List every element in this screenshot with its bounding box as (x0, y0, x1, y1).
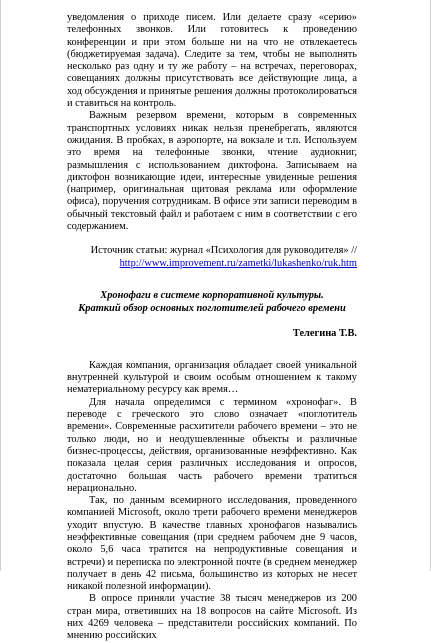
paragraph-survey: В опросе приняли участие 38 тысяч менеджеров из 200 стран мира, ответивших на 18 вопросов на сайте Microsoft. Из них 4269 человека – представители российских компаний. По мнению российских (67, 593, 357, 642)
article-source (67, 245, 357, 270)
paragraph-intro: Каждая компания, организация обладает своей уникальной внутренней культурой и своим особым отношением к такому нематериальному ресурсу как время… (67, 359, 357, 396)
paragraph-continued: уведомления о приходе писем. Или делаете сразу «серию» телефонных звонков. Или готовитесь к проведению конференции и при этом больше ни на что не отвлекаетесь (бюджетируемая задача). Следите за тем, чтобы не выполнять несколько раз одну и ту же работу – на встречах, переговорах, совещаниях должны присутствовать все действующие лица, а ход обсуждения и принятые решения должны протоколироваться и ставиться на контроль. (67, 12, 357, 110)
paragraph-chronophage-definition: Для начала определимся с термином «хронофаг». В переводе с греческого это слово означает «поглотитель времени». Современные расхитители рабочего времени – это не только люди, но и неодушевленные объекты и различные бизнес-процессы, действия, организованные неэффективно. Как показала целая серия различных исследования и опросов, достаточно большая часть рабочего времени тратиться нерационально. (67, 396, 357, 494)
article-author: Телегина Т.В. (292, 327, 357, 339)
paragraph-microsoft-study: Так, по данным всемирного исследования, проведенного компанией Microsoft, около трети рабочего времени менеджеров уходит впустую. В качестве главных хронофагов назывались неэффективные совещания (при среднем рабочем дне 9 часов, около 5,6 часа тратится на непродуктивные совещания и встречи) и переписка по электронной почте (в среднем менеджер получает в день 42 письма, большинство из которых не несет никакой полезной информации). (67, 495, 357, 593)
spacer (67, 340, 357, 360)
source-text: Источник статьи: журнал «Психология для руководителя» // (90, 245, 357, 257)
paragraph-waiting-time: Важным резервом времени, которым в современных транспортных условиях никак нельзя пренебрегать, являются ожидания. В пробках, в аэропорте, на вокзале и т.п. Используем это время на телефонные звонки, чтение аудиокниг, размышления с использованием диктофона. Записываем на диктофон возникающие идеи, интересные увиденные решения (например, оригинальная щитовая реклама или оформление офиса), поручения сотрудникам. В офисе эти записи переводим в обычный текстовый файл и работаем с ним в соответствии с его содержанием. (67, 110, 357, 233)
article-title-line-1: Хронофаги в системе корпоративной культуры. (100, 289, 324, 301)
page-content (67, 12, 357, 643)
article-title (67, 290, 357, 316)
article-title-line-2: Краткий обзор основных поглотителей рабочего времени (78, 302, 346, 314)
source-link[interactable]: http://www.improvement.ru/zametki/lukashenko/ruk.htm (119, 257, 357, 269)
